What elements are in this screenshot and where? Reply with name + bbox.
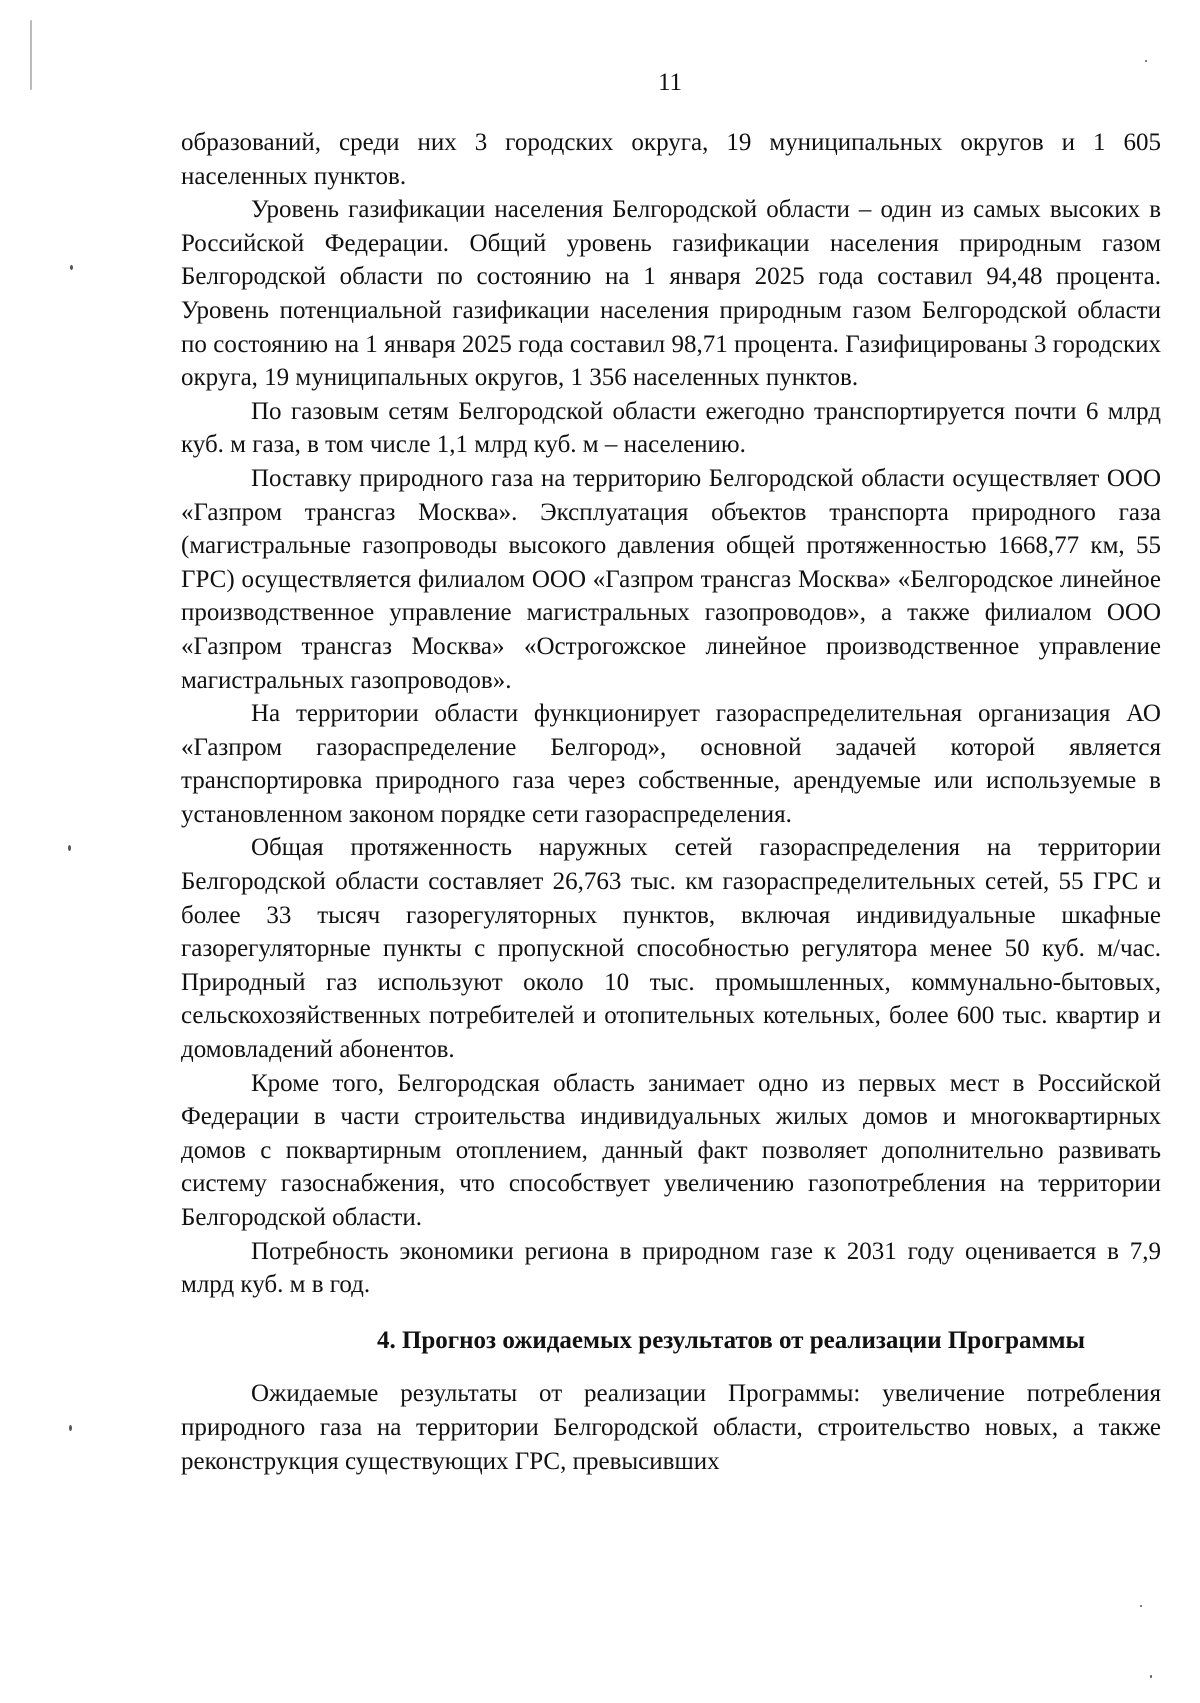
paragraph-3: По газовым сетям Белгородской области ежегодно транспортируется почти 6 млрд куб. м газа, в том числе 1,1 млрд куб. м – населению.	[181, 397, 1161, 459]
page-number: 11	[657, 69, 683, 96]
section-paragraph-1: Ожидаемые результаты от реализации Программы: увеличение потребления природного газа на территории Белгородской области, строительство новых, а также реконструкция существующих ГРС, превысивших	[181, 1380, 1161, 1475]
document-body	[181, 126, 1161, 1478]
paragraph-2: Уровень газификации населения Белгородской области – один из самых высоких в Российской Федерации. Общий уровень газификации населения природным газом Белгородской области по состоянию на 1 января 2025 года составил 94,48 процента. Уровень потенциальной газификации населения природным газом Белгородской области по состоянию на 1 января 2025 года составил 98,71 процента. Газифицированы 3 городских округа, 19 муниципальных округов, 1 356 населенных пунктов.	[181, 196, 1161, 392]
paragraph-1: образований, среди них 3 городских округа, 19 муниципальных округов и 1 605 населенных пунктов.	[181, 129, 1161, 190]
paragraph-4: Поставку природного газа на территорию Белгородской области осуществляет ООО «Газпром трансгаз Москва». Эксплуатация объектов транспорта природного газа (магистральные газопроводы высокого давления общей протяженностью 1668,77 км, 55 ГРС) осуществляется филиалом ООО «Газпром трансгаз Москва» «Белгородское линейное производственное управление магистральных газопроводов», а также филиалом ООО «Газпром трансгаз Москва» «Острогожское линейное производственное управление магистральных газопроводов».	[181, 464, 1161, 694]
section-heading: 4. Прогноз ожидаемых результатов от реализации Программы	[376, 1326, 1086, 1354]
paragraph-8: Потребность экономики региона в природном газе к 2031 году оценивается в 7,9 млрд куб. м в год.	[181, 1237, 1161, 1299]
paragraph-6: Общая протяженность наружных сетей газораспределения на территории Белгородской области составляет 26,763 тыс. км газораспределительных сетей, 55 ГРС и более 33 тысяч газорегуляторных пунктов, включая индивидуальные шкафные газорегуляторные пункты с пропускной способностью регулятора менее 50 куб. м/час. Природный газ используют около 10 тыс. промышленных, коммунально-бытовых, сельскохозяйственных потребителей и отопительных котельных, более 600 тыс. квартир и домовладений абонентов.	[181, 834, 1161, 1064]
paragraph-5: На территории области функционирует газораспределительная организация АО «Газпром газораспределение Белгород», основной задачей которой является транспортировка природного газа через собственные, арендуемые или используемые в установленном законом порядке сети газораспределения.	[181, 700, 1161, 828]
paragraph-7: Кроме того, Белгородская область занимает одно из первых мест в Российской Федерации в части строительства индивидуальных жилых домов и многоквартирных домов с поквартирным отоплением, данный факт позволяет дополнительно развивать систему газоснабжения, что способствует увеличению газопотребления на территории Белгородской области.	[181, 1069, 1161, 1231]
